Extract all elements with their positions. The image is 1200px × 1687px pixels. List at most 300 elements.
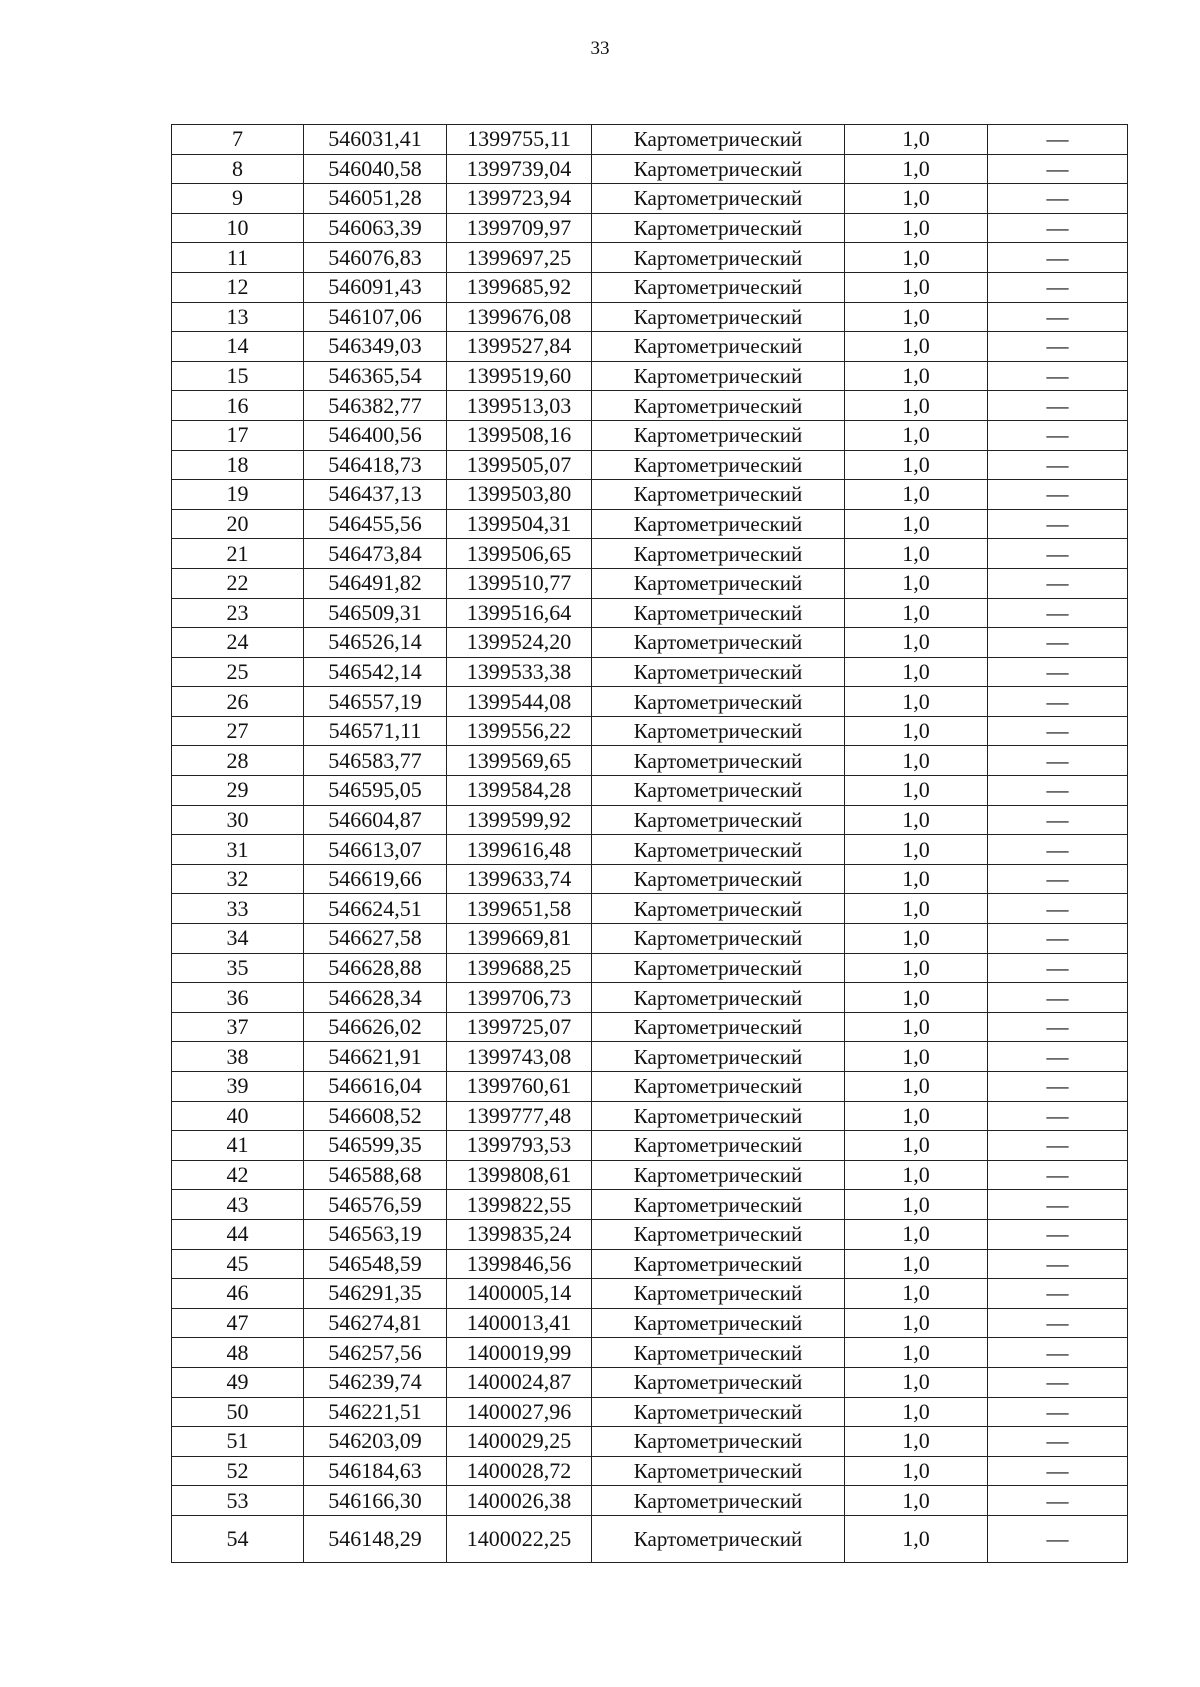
table-row [172,1072,1128,1102]
x-coordinate-cell: 546628,34 [304,983,447,1013]
x-coordinate-cell: 546621,91 [304,1042,447,1072]
note-cell: — [988,864,1128,894]
method-cell: Картометрический [592,420,845,450]
method-cell: Картометрический [592,598,845,628]
point-number-cell: 32 [172,864,304,894]
note-cell: — [988,361,1128,391]
note-cell: — [988,657,1128,687]
point-number-cell: 15 [172,361,304,391]
table-row [172,687,1128,717]
note-cell: — [988,1486,1128,1516]
table-row [172,1308,1128,1338]
accuracy-cell: 1,0 [845,213,988,243]
y-coordinate-cell: 1399760,61 [447,1072,592,1102]
note-cell: — [988,1219,1128,1249]
point-number-cell: 41 [172,1131,304,1161]
x-coordinate-cell: 546616,04 [304,1072,447,1102]
y-coordinate-cell: 1400013,41 [447,1308,592,1338]
accuracy-cell: 1,0 [845,1515,988,1562]
accuracy-cell: 1,0 [845,983,988,1013]
note-cell: — [988,1190,1128,1220]
y-coordinate-cell: 1400005,14 [447,1279,592,1309]
table-row [172,716,1128,746]
note-cell: — [988,1131,1128,1161]
coordinates-table [171,124,1128,1563]
x-coordinate-cell: 546349,03 [304,332,447,362]
x-coordinate-cell: 546291,35 [304,1279,447,1309]
point-number-cell: 39 [172,1072,304,1102]
note-cell: — [988,1515,1128,1562]
table-row [172,924,1128,954]
point-number-cell: 23 [172,598,304,628]
y-coordinate-cell: 1399544,08 [447,687,592,717]
accuracy-cell: 1,0 [845,420,988,450]
x-coordinate-cell: 546221,51 [304,1397,447,1427]
y-coordinate-cell: 1399739,04 [447,154,592,184]
table-row [172,864,1128,894]
table-row [172,332,1128,362]
x-coordinate-cell: 546628,88 [304,953,447,983]
note-cell: — [988,598,1128,628]
method-cell: Картометрический [592,539,845,569]
table-row [172,746,1128,776]
table-row [172,1279,1128,1309]
accuracy-cell: 1,0 [845,1486,988,1516]
table-row [172,568,1128,598]
accuracy-cell: 1,0 [845,924,988,954]
x-coordinate-cell: 546526,14 [304,628,447,658]
accuracy-cell: 1,0 [845,1367,988,1397]
y-coordinate-cell: 1399569,65 [447,746,592,776]
table-row [172,1131,1128,1161]
point-number-cell: 22 [172,568,304,598]
accuracy-cell: 1,0 [845,1427,988,1457]
note-cell: — [988,1367,1128,1397]
point-number-cell: 25 [172,657,304,687]
y-coordinate-cell: 1399527,84 [447,332,592,362]
note-cell: — [988,391,1128,421]
accuracy-cell: 1,0 [845,125,988,155]
table-row [172,272,1128,302]
point-number-cell: 50 [172,1397,304,1427]
y-coordinate-cell: 1399697,25 [447,243,592,273]
y-coordinate-cell: 1399688,25 [447,953,592,983]
x-coordinate-cell: 546063,39 [304,213,447,243]
method-cell: Картометрический [592,1338,845,1368]
method-cell: Картометрический [592,1190,845,1220]
point-number-cell: 28 [172,746,304,776]
point-number-cell: 33 [172,894,304,924]
note-cell: — [988,243,1128,273]
x-coordinate-cell: 546548,59 [304,1249,447,1279]
method-cell: Картометрический [592,1160,845,1190]
accuracy-cell: 1,0 [845,687,988,717]
method-cell: Картометрический [592,1427,845,1457]
note-cell: — [988,272,1128,302]
note-cell: — [988,1160,1128,1190]
method-cell: Картометрический [592,154,845,184]
method-cell: Картометрический [592,1308,845,1338]
method-cell: Картометрический [592,1042,845,1072]
method-cell: Картометрический [592,332,845,362]
table-row [172,1338,1128,1368]
point-number-cell: 11 [172,243,304,273]
table-row [172,1012,1128,1042]
accuracy-cell: 1,0 [845,184,988,214]
y-coordinate-cell: 1399505,07 [447,450,592,480]
accuracy-cell: 1,0 [845,1279,988,1309]
table-row [172,805,1128,835]
accuracy-cell: 1,0 [845,1456,988,1486]
accuracy-cell: 1,0 [845,391,988,421]
y-coordinate-cell: 1399533,38 [447,657,592,687]
y-coordinate-cell: 1399651,58 [447,894,592,924]
accuracy-cell: 1,0 [845,746,988,776]
note-cell: — [988,776,1128,806]
accuracy-cell: 1,0 [845,776,988,806]
point-number-cell: 48 [172,1338,304,1368]
point-number-cell: 21 [172,539,304,569]
table-row [172,1397,1128,1427]
y-coordinate-cell: 1399846,56 [447,1249,592,1279]
note-cell: — [988,1308,1128,1338]
method-cell: Картометрический [592,805,845,835]
accuracy-cell: 1,0 [845,1397,988,1427]
accuracy-cell: 1,0 [845,568,988,598]
table-row [172,776,1128,806]
note-cell: — [988,480,1128,510]
y-coordinate-cell: 1399519,60 [447,361,592,391]
y-coordinate-cell: 1399513,03 [447,391,592,421]
note-cell: — [988,687,1128,717]
method-cell: Картометрический [592,864,845,894]
x-coordinate-cell: 546148,29 [304,1515,447,1562]
y-coordinate-cell: 1399506,65 [447,539,592,569]
y-coordinate-cell: 1399706,73 [447,983,592,1013]
accuracy-cell: 1,0 [845,450,988,480]
note-cell: — [988,302,1128,332]
table-row [172,539,1128,569]
table-row [172,480,1128,510]
y-coordinate-cell: 1399777,48 [447,1101,592,1131]
accuracy-cell: 1,0 [845,1012,988,1042]
point-number-cell: 24 [172,628,304,658]
table-row [172,1160,1128,1190]
table-row [172,628,1128,658]
x-coordinate-cell: 546626,02 [304,1012,447,1042]
method-cell: Картометрический [592,302,845,332]
x-coordinate-cell: 546588,68 [304,1160,447,1190]
accuracy-cell: 1,0 [845,1308,988,1338]
point-number-cell: 52 [172,1456,304,1486]
x-coordinate-cell: 546051,28 [304,184,447,214]
accuracy-cell: 1,0 [845,805,988,835]
method-cell: Картометрический [592,125,845,155]
page-number: 33 [590,38,610,59]
point-number-cell: 46 [172,1279,304,1309]
table-row [172,953,1128,983]
table-row [172,1101,1128,1131]
point-number-cell: 36 [172,983,304,1013]
method-cell: Картометрический [592,776,845,806]
accuracy-cell: 1,0 [845,835,988,865]
method-cell: Картометрический [592,184,845,214]
y-coordinate-cell: 1400027,96 [447,1397,592,1427]
accuracy-cell: 1,0 [845,332,988,362]
table-row [172,125,1128,155]
point-number-cell: 37 [172,1012,304,1042]
y-coordinate-cell: 1399676,08 [447,302,592,332]
note-cell: — [988,716,1128,746]
accuracy-cell: 1,0 [845,361,988,391]
point-number-cell: 44 [172,1219,304,1249]
note-cell: — [988,1397,1128,1427]
y-coordinate-cell: 1399503,80 [447,480,592,510]
accuracy-cell: 1,0 [845,1131,988,1161]
x-coordinate-cell: 546365,54 [304,361,447,391]
x-coordinate-cell: 546624,51 [304,894,447,924]
accuracy-cell: 1,0 [845,1101,988,1131]
accuracy-cell: 1,0 [845,243,988,273]
note-cell: — [988,1249,1128,1279]
x-coordinate-cell: 546604,87 [304,805,447,835]
x-coordinate-cell: 546166,30 [304,1486,447,1516]
method-cell: Картометрический [592,480,845,510]
note-cell: — [988,894,1128,924]
table-row [172,450,1128,480]
note-cell: — [988,1338,1128,1368]
y-coordinate-cell: 1400029,25 [447,1427,592,1457]
x-coordinate-cell: 546595,05 [304,776,447,806]
y-coordinate-cell: 1400024,87 [447,1367,592,1397]
point-number-cell: 26 [172,687,304,717]
note-cell: — [988,1279,1128,1309]
point-number-cell: 18 [172,450,304,480]
method-cell: Картометрический [592,716,845,746]
note-cell: — [988,509,1128,539]
point-number-cell: 14 [172,332,304,362]
accuracy-cell: 1,0 [845,302,988,332]
x-coordinate-cell: 546107,06 [304,302,447,332]
note-cell: — [988,450,1128,480]
method-cell: Картометрический [592,983,845,1013]
method-cell: Картометрический [592,391,845,421]
x-coordinate-cell: 546203,09 [304,1427,447,1457]
note-cell: — [988,1101,1128,1131]
accuracy-cell: 1,0 [845,953,988,983]
point-number-cell: 47 [172,1308,304,1338]
accuracy-cell: 1,0 [845,1072,988,1102]
x-coordinate-cell: 546613,07 [304,835,447,865]
note-cell: — [988,983,1128,1013]
table-row [172,1042,1128,1072]
table-row [172,1190,1128,1220]
method-cell: Картометрический [592,835,845,865]
table-row [172,1427,1128,1457]
table-row [172,154,1128,184]
x-coordinate-cell: 546619,66 [304,864,447,894]
y-coordinate-cell: 1399504,31 [447,509,592,539]
accuracy-cell: 1,0 [845,272,988,302]
method-cell: Картометрический [592,1397,845,1427]
table-row [172,509,1128,539]
x-coordinate-cell: 546563,19 [304,1219,447,1249]
y-coordinate-cell: 1399556,22 [447,716,592,746]
x-coordinate-cell: 546437,13 [304,480,447,510]
point-number-cell: 49 [172,1367,304,1397]
accuracy-cell: 1,0 [845,1219,988,1249]
point-number-cell: 31 [172,835,304,865]
table-row [172,184,1128,214]
y-coordinate-cell: 1399584,28 [447,776,592,806]
point-number-cell: 51 [172,1427,304,1457]
x-coordinate-cell: 546599,35 [304,1131,447,1161]
accuracy-cell: 1,0 [845,154,988,184]
point-number-cell: 20 [172,509,304,539]
point-number-cell: 34 [172,924,304,954]
y-coordinate-cell: 1399524,20 [447,628,592,658]
table-row [172,213,1128,243]
y-coordinate-cell: 1399599,92 [447,805,592,835]
y-coordinate-cell: 1400019,99 [447,1338,592,1368]
x-coordinate-cell: 546400,56 [304,420,447,450]
y-coordinate-cell: 1399723,94 [447,184,592,214]
method-cell: Картометрический [592,1515,845,1562]
method-cell: Картометрический [592,568,845,598]
table-row [172,243,1128,273]
table-row [172,1456,1128,1486]
y-coordinate-cell: 1399725,07 [447,1012,592,1042]
accuracy-cell: 1,0 [845,1249,988,1279]
method-cell: Картометрический [592,1131,845,1161]
note-cell: — [988,628,1128,658]
accuracy-cell: 1,0 [845,628,988,658]
y-coordinate-cell: 1400028,72 [447,1456,592,1486]
point-number-cell: 8 [172,154,304,184]
accuracy-cell: 1,0 [845,480,988,510]
accuracy-cell: 1,0 [845,539,988,569]
x-coordinate-cell: 546274,81 [304,1308,447,1338]
method-cell: Картометрический [592,1072,845,1102]
note-cell: — [988,213,1128,243]
point-number-cell: 27 [172,716,304,746]
method-cell: Картометрический [592,1367,845,1397]
y-coordinate-cell: 1399709,97 [447,213,592,243]
y-coordinate-cell: 1399755,11 [447,125,592,155]
table-row [172,1515,1128,1562]
note-cell: — [988,1042,1128,1072]
table-row [172,983,1128,1013]
x-coordinate-cell: 546382,77 [304,391,447,421]
accuracy-cell: 1,0 [845,1190,988,1220]
method-cell: Картометрический [592,243,845,273]
y-coordinate-cell: 1399508,16 [447,420,592,450]
x-coordinate-cell: 546076,83 [304,243,447,273]
y-coordinate-cell: 1400026,38 [447,1486,592,1516]
method-cell: Картометрический [592,953,845,983]
coordinates-table-body [172,125,1128,1563]
table-row [172,1249,1128,1279]
table-row [172,1367,1128,1397]
note-cell: — [988,420,1128,450]
note-cell: — [988,924,1128,954]
point-number-cell: 29 [172,776,304,806]
note-cell: — [988,1072,1128,1102]
x-coordinate-cell: 546184,63 [304,1456,447,1486]
method-cell: Картометрический [592,1279,845,1309]
table-row [172,391,1128,421]
table-row [172,1219,1128,1249]
note-cell: — [988,746,1128,776]
method-cell: Картометрический [592,657,845,687]
point-number-cell: 10 [172,213,304,243]
accuracy-cell: 1,0 [845,1160,988,1190]
x-coordinate-cell: 546583,77 [304,746,447,776]
method-cell: Картометрический [592,509,845,539]
table-row [172,657,1128,687]
y-coordinate-cell: 1400022,25 [447,1515,592,1562]
table-row [172,835,1128,865]
table-row [172,420,1128,450]
method-cell: Картометрический [592,1219,845,1249]
method-cell: Картометрический [592,746,845,776]
accuracy-cell: 1,0 [845,894,988,924]
point-number-cell: 30 [172,805,304,835]
method-cell: Картометрический [592,628,845,658]
point-number-cell: 40 [172,1101,304,1131]
x-coordinate-cell: 546627,58 [304,924,447,954]
note-cell: — [988,539,1128,569]
note-cell: — [988,568,1128,598]
table-row [172,598,1128,628]
method-cell: Картометрический [592,1012,845,1042]
point-number-cell: 17 [172,420,304,450]
method-cell: Картометрический [592,1249,845,1279]
x-coordinate-cell: 546455,56 [304,509,447,539]
method-cell: Картометрический [592,924,845,954]
method-cell: Картометрический [592,272,845,302]
x-coordinate-cell: 546509,31 [304,598,447,628]
point-number-cell: 35 [172,953,304,983]
y-coordinate-cell: 1399516,64 [447,598,592,628]
x-coordinate-cell: 546576,59 [304,1190,447,1220]
y-coordinate-cell: 1399616,48 [447,835,592,865]
method-cell: Картометрический [592,894,845,924]
accuracy-cell: 1,0 [845,864,988,894]
point-number-cell: 45 [172,1249,304,1279]
x-coordinate-cell: 546473,84 [304,539,447,569]
y-coordinate-cell: 1399510,77 [447,568,592,598]
table-row [172,1486,1128,1516]
point-number-cell: 9 [172,184,304,214]
method-cell: Картометрический [592,1456,845,1486]
table-row [172,361,1128,391]
note-cell: — [988,184,1128,214]
note-cell: — [988,805,1128,835]
note-cell: — [988,332,1128,362]
x-coordinate-cell: 546239,74 [304,1367,447,1397]
accuracy-cell: 1,0 [845,716,988,746]
point-number-cell: 19 [172,480,304,510]
point-number-cell: 54 [172,1515,304,1562]
method-cell: Картометрический [592,213,845,243]
point-number-cell: 43 [172,1190,304,1220]
y-coordinate-cell: 1399835,24 [447,1219,592,1249]
method-cell: Картометрический [592,1101,845,1131]
x-coordinate-cell: 546491,82 [304,568,447,598]
y-coordinate-cell: 1399808,61 [447,1160,592,1190]
y-coordinate-cell: 1399685,92 [447,272,592,302]
